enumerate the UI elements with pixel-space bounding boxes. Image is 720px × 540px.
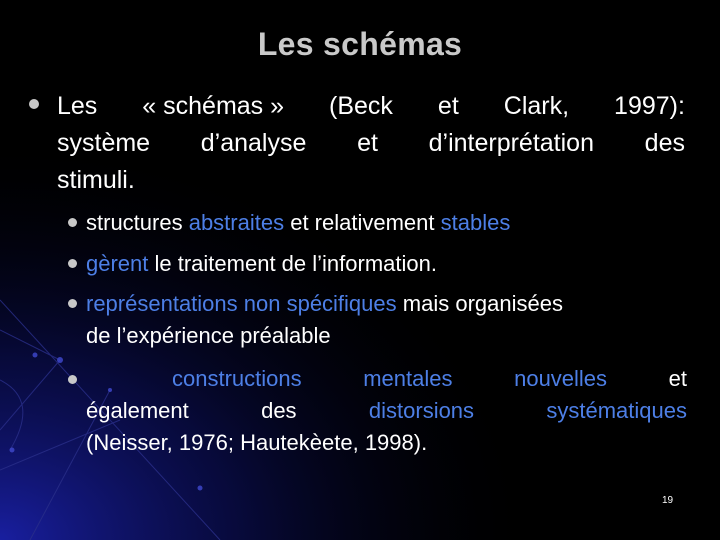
main-point-word: et bbox=[437, 92, 459, 120]
sub-point-text: structures bbox=[86, 210, 189, 235]
main-point-word: Les bbox=[57, 92, 98, 120]
sub-point-structures bbox=[86, 210, 510, 236]
page-number: 19 bbox=[662, 495, 674, 506]
sub-point-constructions-line-2 bbox=[86, 398, 687, 424]
sub-point-highlight: gèrent bbox=[86, 251, 149, 276]
main-point-line-2 bbox=[57, 129, 685, 158]
sub-point-highlight: nouvelles bbox=[514, 366, 608, 391]
sub-point-highlight: distorsions bbox=[368, 398, 475, 423]
sub-bullet-dot bbox=[68, 375, 77, 384]
sub-point-highlight: abstraites bbox=[188, 210, 285, 235]
sub-point-constructions-line-1 bbox=[172, 366, 687, 392]
main-point-word: d’interprétation bbox=[428, 129, 594, 157]
sub-point-citation: (Neisser, 1976; Hautekèete, 1998). bbox=[86, 430, 428, 455]
main-point-word: des bbox=[644, 129, 685, 157]
sub-point-representations-line-2: de l’expérience préalable bbox=[86, 323, 331, 348]
sub-point-highlight: représentations non spécifiques bbox=[86, 291, 397, 316]
sub-point-highlight: stables bbox=[440, 210, 511, 235]
main-point-word: (Beck bbox=[329, 92, 393, 120]
sub-point-gerent bbox=[86, 251, 437, 277]
main-point-line-3: stimuli. bbox=[57, 166, 135, 194]
main-point-word: Clark, bbox=[503, 92, 570, 120]
main-point-word: « schémas » bbox=[142, 92, 285, 120]
sub-point-text: mais organisées bbox=[396, 291, 563, 316]
sub-point-text: et relativement bbox=[284, 210, 441, 235]
sub-point-highlight: mentales bbox=[363, 366, 453, 391]
sub-bullet-dot bbox=[68, 218, 77, 227]
main-point-word: et bbox=[357, 129, 378, 157]
main-point-word: d’analyse bbox=[200, 129, 307, 157]
sub-point-text: des bbox=[261, 398, 297, 423]
sub-bullet-dot bbox=[68, 299, 77, 308]
sub-point-text: et bbox=[668, 366, 687, 391]
sub-point-representations bbox=[86, 291, 563, 317]
main-point-word: système bbox=[57, 129, 151, 157]
sub-point-highlight: systématiques bbox=[546, 398, 687, 423]
main-point-line-1 bbox=[57, 92, 685, 121]
main-bullet-dot bbox=[29, 99, 39, 109]
sub-point-highlight: constructions bbox=[172, 366, 302, 391]
main-point-word: 1997): bbox=[614, 92, 685, 120]
slide-title: Les schémas bbox=[257, 26, 463, 62]
sub-point-text: le traitement de l’information. bbox=[148, 251, 437, 276]
sub-bullet-dot bbox=[68, 259, 77, 268]
sub-point-text: également bbox=[86, 398, 189, 423]
